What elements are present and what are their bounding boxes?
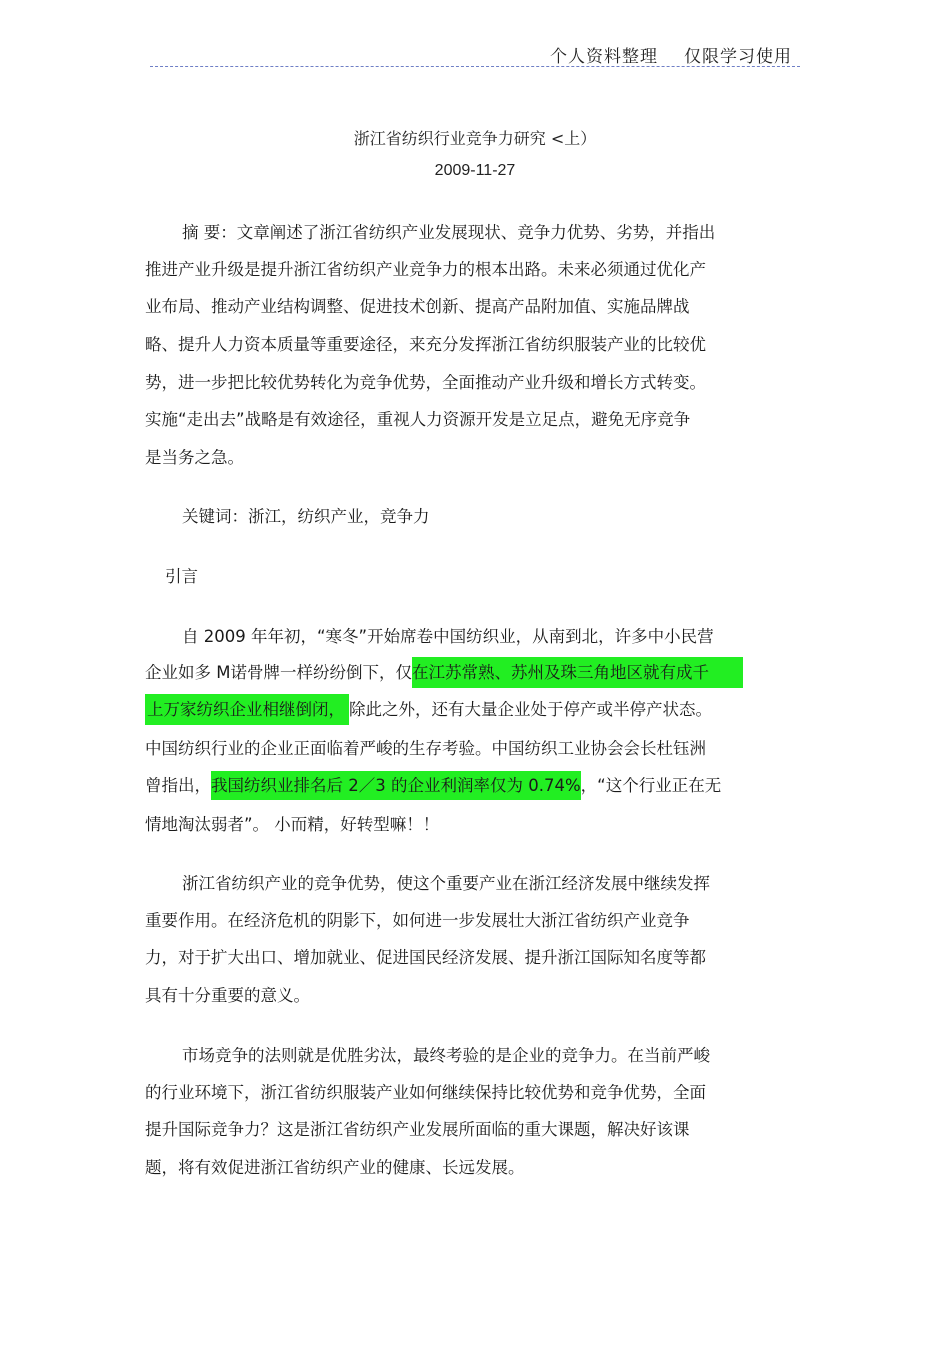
- abstract-line: 略、提升人力资本质量等重要途径，来充分发挥浙江省纺织服装产业的比较优: [145, 335, 706, 354]
- para1-line: [145, 662, 743, 684]
- header-left-text: 个人资料整理: [550, 47, 658, 67]
- para2-line: 力，对于扩大出口、增加就业、促进国民经济发展、提升浙江国际知名度等都: [145, 948, 706, 967]
- highlighted-text: 在江苏常熟、苏州及珠三角地区就有成千: [412, 657, 743, 688]
- abstract-line: 势，进一步把比较优势转化为竞争优势，全面推动产业升级和增长方式转变。: [145, 373, 706, 392]
- para2-line: 具有十分重要的意义。: [145, 986, 310, 1005]
- abstract-line: 推进产业升级是提升浙江省纺织产业竞争力的根本出路。未来必须通过优化产: [145, 260, 706, 279]
- para1-line: 情地淘汰弱者”。 小而精，好转型嘛！！: [145, 815, 440, 834]
- highlighted-text: 我国纺织业排名后 2／3 的企业利润率仅为 0.74%: [211, 771, 581, 800]
- page-header: [150, 42, 800, 67]
- document-date: 2009-11-27: [434, 162, 516, 179]
- para1-text: 企业如多 M诺骨牌一样纷纷倒下，仅: [145, 663, 412, 682]
- para2-line: 浙江省纺织产业的竞争优势，使这个重要产业在浙江经济发展中继续发挥: [182, 874, 710, 893]
- para1-line: [145, 775, 721, 797]
- para3-line: 的行业环境下，浙江省纺织服装产业如何继续保持比较优势和竞争优势，全面: [145, 1083, 706, 1102]
- abstract-line: 是当务之急。: [145, 448, 244, 467]
- para1-text: ，“这个行业正在无: [580, 776, 722, 795]
- para1-text: 除此之外，还有大量企业处于停产或半停产状态。: [349, 700, 712, 719]
- document-title: 浙江省纺织行业竞争力研究 <上）: [353, 129, 597, 148]
- para2-line: 重要作用。在经济危机的阴影下，如何进一步发展壮大浙江省纺织产业竞争: [145, 911, 690, 930]
- para3-line: 市场竞争的法则就是优胜劣汰，最终考验的是企业的竞争力。在当前严峻: [182, 1046, 710, 1065]
- para1-line: 中国纺织行业的企业正面临着严峻的生存考验。中国纺织工业协会会长杜钰洲: [145, 739, 706, 758]
- abstract-line: 摘 要：文章阐述了浙江省纺织产业发展现状、竞争力优势、劣势，并指出: [182, 223, 716, 242]
- para1-text: 曾指出，: [145, 776, 211, 795]
- highlighted-text: 上万家纺织企业相继倒闭，: [145, 694, 349, 725]
- para3-line: 题，将有效促进浙江省纺织产业的健康、长远发展。: [145, 1158, 525, 1177]
- header-right-text: 仅限学习使用: [684, 47, 792, 67]
- para1-line: 自 2009 年年初，“寒冬”开始席卷中国纺织业，从南到北，许多中小民营: [182, 627, 714, 646]
- keywords: 关键词：浙江，纺织产业，竞争力: [182, 507, 430, 526]
- abstract-line: 实施“走出去”战略是有效途径，重视人力资源开发是立足点，避免无序竞争: [145, 410, 691, 429]
- para3-line: 提升国际竞争力？这是浙江省纺织产业发展所面临的重大课题，解决好该课: [145, 1120, 690, 1139]
- intro-heading: 引言: [165, 567, 198, 586]
- header-text: [550, 42, 792, 67]
- para1-line: [145, 699, 712, 721]
- abstract-line: 业布局、推动产业结构调整、促进技术创新、提高产品附加值、实施品牌战: [145, 297, 690, 316]
